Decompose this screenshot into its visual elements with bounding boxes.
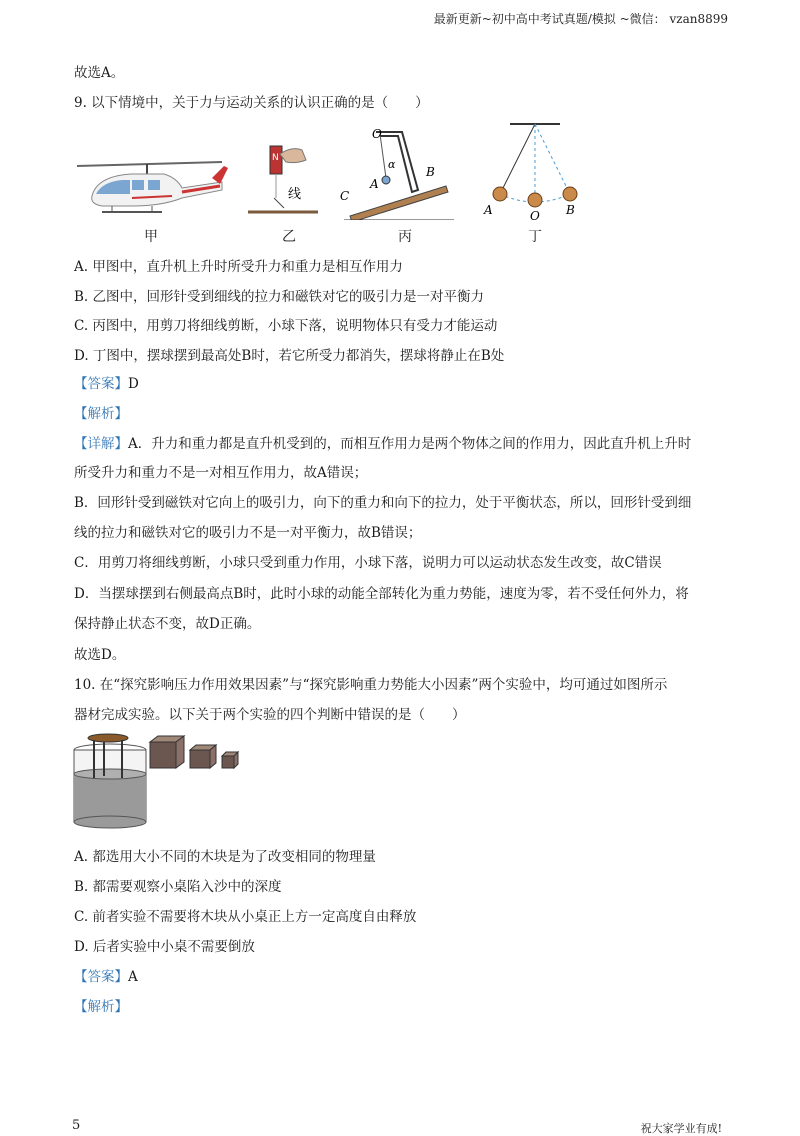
question-10-stem-cont: 器材完成实验。以下关于两个实验的四个判断中错误的是（ ） [74, 707, 466, 723]
point-O: O [372, 127, 382, 141]
text-line: 故选A。 [74, 65, 125, 81]
page-header: 最新更新~初中高中考试真题/模拟 ~微信： vzan8899 [433, 12, 728, 26]
answer-value: D [128, 376, 139, 392]
option-c: C. 前者实验不需要将木块从小桌正上方一定高度自由释放 [74, 909, 417, 925]
text-line: B．回形针受到磁铁对它向上的吸引力，向下的重力和向下的拉力，处于平衡状态，所以，回形针受到细 [74, 495, 692, 511]
option-c: C. 丙图中，用剪刀将细线剪断，小球下落，说明物体只有受力才能运动 [74, 318, 498, 334]
page-number: 5 [72, 1118, 81, 1133]
analysis-tag: 【解析】 [74, 999, 128, 1015]
text-line: 线的拉力和磁铁对它的吸引力不是一对平衡力，故B错误； [74, 525, 422, 541]
option-d: D. 后者实验中小桌不需要倒放 [74, 939, 255, 955]
text-line: 故选D。 [74, 647, 126, 663]
footer-slogan: 祝大家学业有成! [640, 1122, 722, 1135]
detail-row [74, 435, 691, 453]
angle-alpha: α [388, 158, 396, 171]
figure-label-bing: 丙 [398, 229, 412, 245]
sand-table-blocks-figure [70, 730, 250, 830]
text-line: C．用剪刀将细线剪断，小球只受到重力作用，小球下落，说明力可以运动状态发生改变，故C错误 [74, 555, 662, 571]
pendulum-figure [480, 120, 590, 225]
text-line: D．当摆球摆到右侧最高点B时，此时小球的动能全部转化为重力势能，速度为零，若不受任何外力，将 [74, 586, 689, 602]
incline-figure [336, 120, 456, 220]
text-line: 保持静止状态不变，故D正确。 [74, 616, 261, 632]
option-b: B. 都需要观察小桌陷入沙中的深度 [74, 879, 282, 895]
option-b: B. 乙图中，回形针受到细线的拉力和磁铁对它的吸引力是一对平衡力 [74, 289, 485, 305]
answer-value: A [128, 969, 138, 985]
detail-tag: 【详解】 [74, 436, 128, 452]
figure-label-yi: 乙 [282, 229, 296, 245]
point-C: C [340, 189, 350, 203]
point-B: B [566, 203, 575, 217]
thread-label: 线 [288, 187, 302, 202]
magnet-clip-figure [244, 140, 324, 220]
point-A: A [370, 177, 379, 191]
answer-row [74, 968, 138, 986]
answer-row [74, 375, 139, 393]
option-a: A. 都选用大小不同的木块是为了改变相同的物理量 [74, 849, 376, 865]
answer-tag: 【答案】 [74, 376, 128, 392]
magnet-pole-label: N [272, 153, 279, 163]
point-A: A [484, 203, 493, 217]
option-a: A. 甲图中，直升机上升时所受升力和重力是相互作用力 [74, 259, 403, 275]
answer-tag: 【答案】 [74, 969, 128, 985]
point-B: B [426, 165, 435, 179]
text-line: 所受升力和重力不是一对相互作用力，故A错误； [74, 465, 368, 481]
question-10-stem: 10. 在“探究影响压力作用效果因素”与“探究影响重力势能大小因素”两个实验中，均可通过如图所示 [74, 677, 668, 693]
point-O: O [530, 209, 540, 223]
figure-label-ding: 丁 [528, 229, 542, 245]
option-d: D. 丁图中，摆球摆到最高处B时，若它所受力都消失，摆球将静止在B处 [74, 348, 505, 364]
helicopter-figure [72, 150, 232, 220]
figure-label-jia: 甲 [144, 229, 158, 245]
question-9-stem: 9. 以下情境中，关于力与运动关系的认识正确的是（ ） [74, 95, 429, 111]
detail-text: A．升力和重力都是直升机受到的，而相互作用力是两个物体之间的作用力，因此直升机上升时 [128, 436, 692, 452]
analysis-tag: 【解析】 [74, 406, 128, 422]
